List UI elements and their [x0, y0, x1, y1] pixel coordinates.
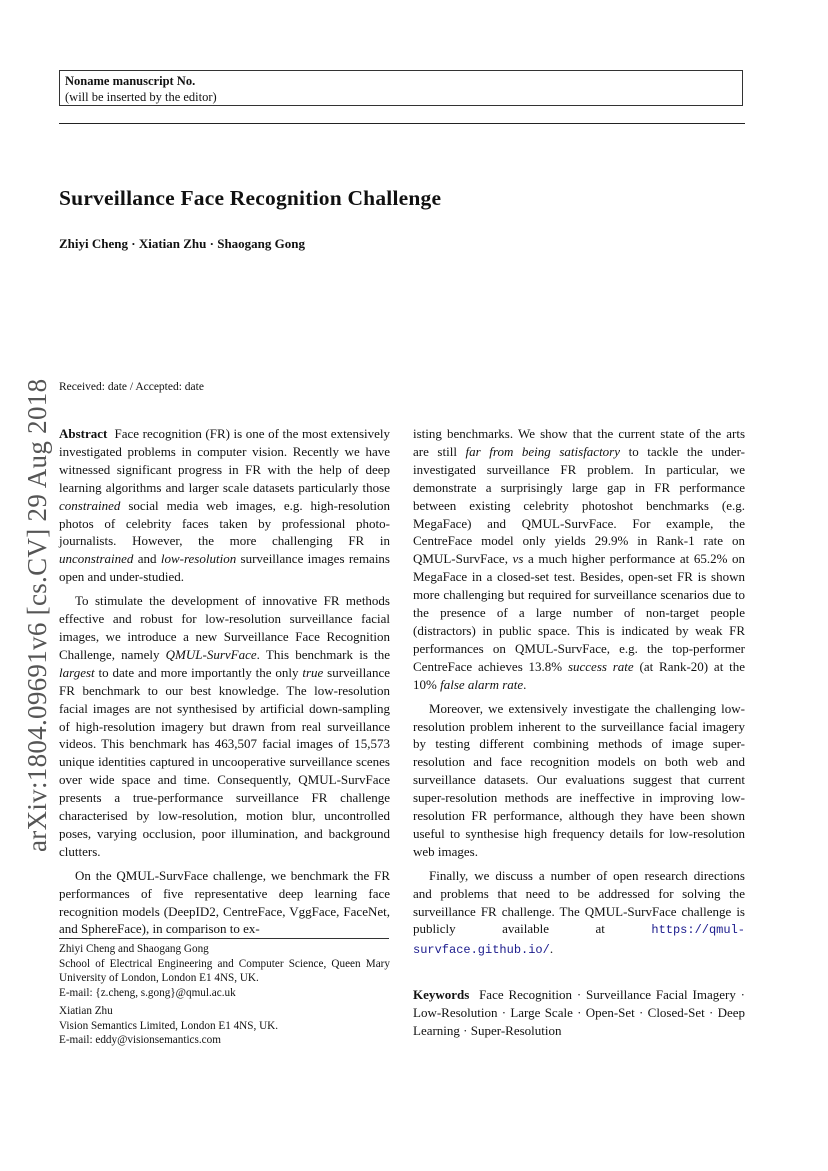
affiliation-2-email: E-mail: eddy@visionsemantics.com [59, 1034, 221, 1047]
affiliation-2 [59, 1004, 390, 1048]
abstract-paragraph-5: Finally, we discuss a number of open research directions and problems that need to be addressed for solving the surveillance FR challenge. The QMUL-SurvFace challenge is publicly available at https://qmul-survface.github.io/. [413, 867, 745, 958]
abstract-paragraph-2: To stimulate the development of innovative FR methods effective and robust for low-resolution surveillance facial images, we introduce a new Surveillance Face Recognition Challenge, namely QMUL-SurvFace. This benchmark is the largest to date and more importantly the only true surveillance FR benchmark to our best knowledge. The low-resolution facial images are not synthesised by artificial down-sampling of high-resolution imagery but drawn from real surveillance videos. This benchmark has 463,507 facial images of 15,573 unique identities captured in uncooperative surveillance scenes over wide space and time. Consequently, QMUL-SurvFace presents a true-performance surveillance FR challenge characterised by low-resolution, motion blur, uncontrolled poses, varying occlusion, poor illumination, and background clutters. [59, 593, 390, 859]
footnote-rule [59, 938, 389, 939]
affiliation-1 [59, 942, 390, 1001]
abstract-label: Abstract [59, 426, 108, 441]
abstract-paragraph-3-continued: isting benchmarks. We show that the current state of the arts are still far from being satisfactory to tackle the under-investigated surveillance FR problem. In particular, we demonstrate a surprisingly large gap in FR performance between existing celebrity photoshot benchmarks (e.g. MegaFace) and QMUL-SurvFace. For example, the CentreFace model only yields 29.9% in Rank-1 rate on QMUL-SurvFace, vs a much higher performance at 65.2% on MegaFace in a closed-set test. Besides, open-set FR is shown more challenging but required for surveillance scenarios due to the presence of a large number of non-target people (distractors) in public space. This is indicated by weak FR performances on QMUL-SurvFace, e.g. the top-performer CentreFace achieves 13.8% success rate (at Rank-20) at the 10% false alarm rate. [413, 426, 746, 692]
right-column [413, 425, 745, 960]
affiliation-1-names: Zhiyi Cheng and Shaogang Gong [59, 943, 209, 955]
keywords-label: Keywords [413, 987, 470, 1002]
affiliation-2-org: Vision Semantics Limited, London E1 4NS, UK. [59, 1019, 279, 1032]
challenge-url-link[interactable]: https://qmul-survface.github.io/ [413, 923, 745, 958]
manuscript-number: Noname manuscript No. [65, 74, 196, 88]
keywords-text: Face Recognition · Surveillance Facial Imagery · Low-Resolution · Large Scale · Open-Set · Closed-Set · Deep Learning · Super-Resolution [413, 987, 745, 1038]
received-date: Received: date / Accepted: date [59, 381, 204, 393]
arxiv-identifier: arXiv:1804.09691v6 [cs.CV] 29 Aug 2018 [22, 378, 52, 852]
paper-title: Surveillance Face Recognition Challenge [59, 186, 442, 210]
manuscript-box [59, 70, 743, 106]
affiliation-2-name: Xiatian Zhu [59, 1005, 113, 1017]
abstract-paragraph-4: Moreover, we extensively investigate the challenging low-resolution problem inherent to the surveillance facial imagery by testing different combining methods of image super-resolution and face recognition models on both web and surveillance datasets. Our evaluations suggest that current super-resolution methods are ineffective in improving low-resolution FR performance, although they have been shown useful to synthesise high frequency details for low-resolution web images. [413, 700, 745, 859]
author-list: Zhiyi Cheng · Xiatian Zhu · Shaogang Gong [59, 236, 305, 251]
header-rule [59, 123, 745, 124]
abstract-paragraph-3: On the QMUL-SurvFace challenge, we benchmark the FR performances of five representative deep learning face recognition models (DeepID2, CentreFace, VggFace, FaceNet, and SphereFace), in comparison to ex- [59, 867, 390, 937]
editor-note: (will be inserted by the editor) [65, 90, 217, 104]
affiliation-1-email: E-mail: {z.cheng, s.gong}@qmul.ac.uk [59, 987, 236, 1000]
keywords-section [413, 986, 745, 1040]
abstract-paragraph-1: Abstract Face recognition (FR) is one of the most extensively investigated problems in computer vision. Recently we have witnessed significant progress in FR with the help of deep learning algorithms and larger scale datasets particularly those constrained social media web images, e.g. high-resolution photos of celebrity faces taken by professional photo-journalists. However, the more challenging FR in unconstrained and low-resolution surveillance images remains open and under-studied. [59, 426, 390, 585]
affiliation-1-dept: School of Electrical Engineering and Computer Science, Queen Mary University of London, London E1 4NS, UK. [59, 957, 390, 985]
left-column [59, 425, 390, 938]
